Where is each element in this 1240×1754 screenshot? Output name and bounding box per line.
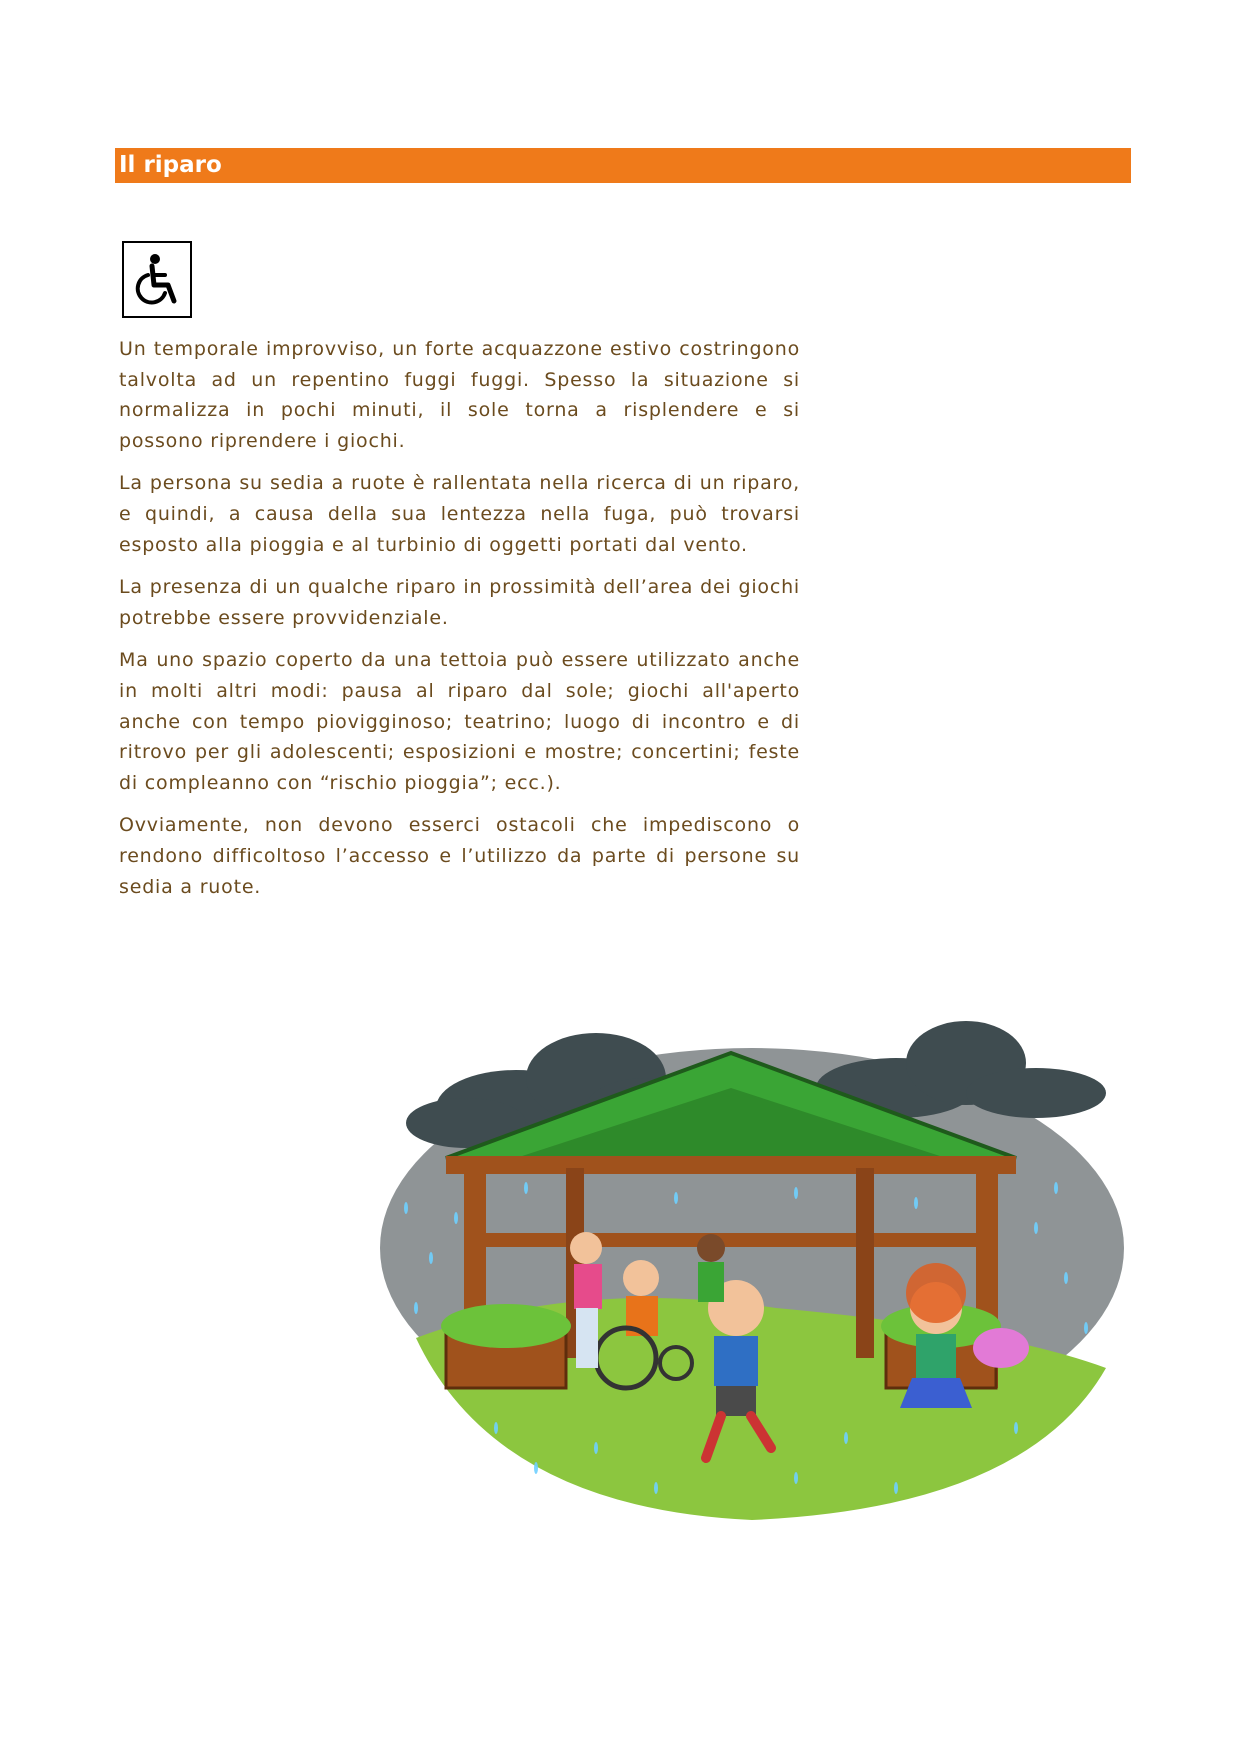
- paragraph-1: Un temporale improvviso, un forte acquazzone estivo costringono talvolta ad un repentino fuggi fuggi. Spesso la situazione si normalizza in pochi minuti, il sole torna a risplendere e si possono riprendere i giochi.: [119, 338, 800, 452]
- shelter-rain-illustration: [376, 1008, 1128, 1522]
- cross-beam: [486, 1233, 986, 1247]
- paragraph-4: Ma uno spazio coperto da una tettoia può essere utilizzato anche in molti altri modi: pausa al riparo dal sole; giochi all'aperto anche con tempo piovigginoso; teatrino; luogo di incontro e di ritrovo per gli adolescenti; esposizioni e mostre; concertini; feste di compleanno con “rischio pioggia”; ecc.).: [119, 649, 800, 794]
- waving-child: [697, 1234, 725, 1302]
- paragraph-5: Ovviamente, non devono esserci ostacoli che impediscono o rendono difficoltoso l’accesso e l’utilizzo da parte di persone su sedia a ruote.: [119, 814, 800, 898]
- paragraph-2: La persona su sedia a ruote è rallentata nella ricerca di un riparo, e quindi, a causa della sua lentezza nella fuga, può trovarsi esposto alla pioggia e al turbinio di oggetti portati dal vento.: [119, 472, 800, 556]
- wheelchair-accessibility-icon: [122, 241, 192, 318]
- roof-beam: [446, 1156, 1016, 1174]
- paragraph-3: La presenza di un qualche riparo in prossimità dell’area dei giochi potrebbe essere provvidenziale.: [119, 576, 800, 629]
- post-right-back: [856, 1168, 874, 1358]
- section-header-bar: [115, 148, 1131, 183]
- section-title: Il riparo: [119, 152, 222, 178]
- body-text: [119, 334, 800, 914]
